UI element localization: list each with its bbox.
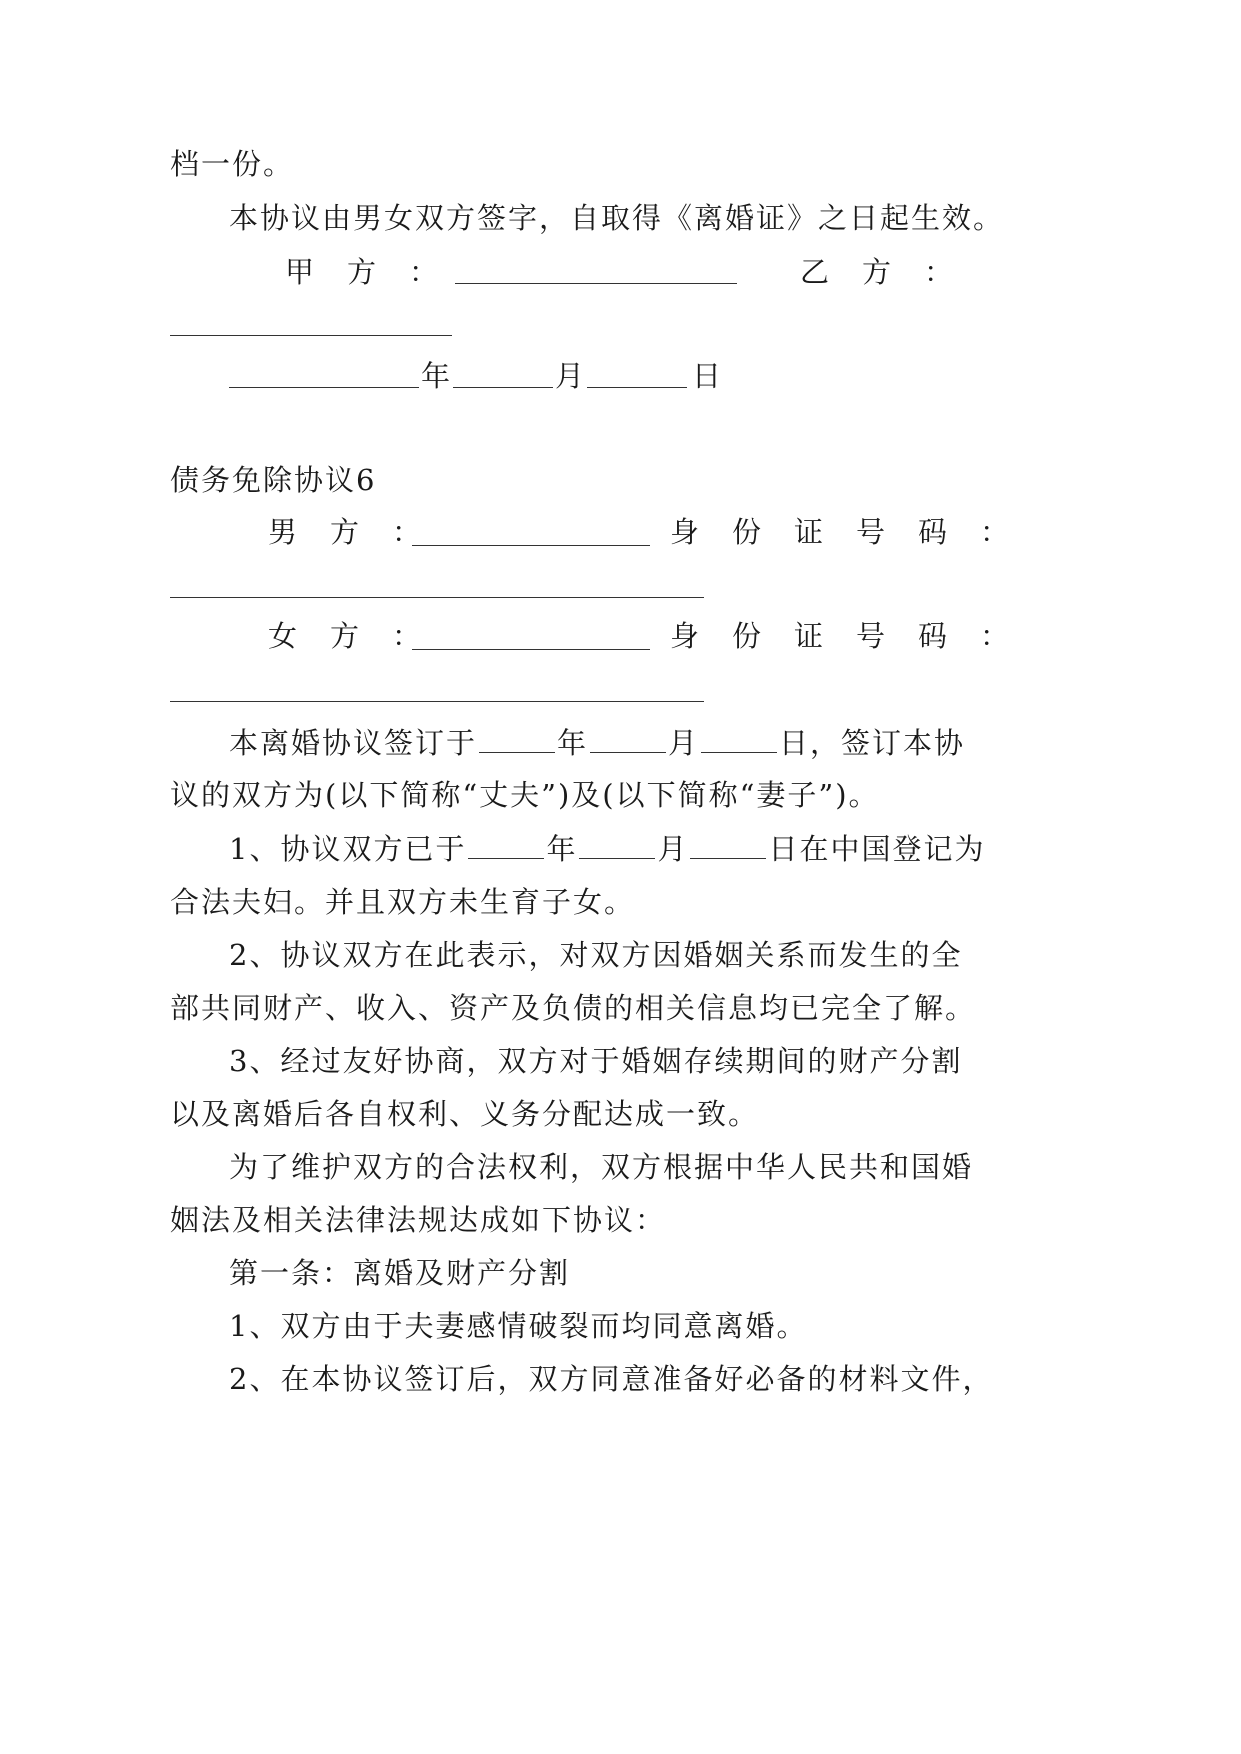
party-a-label: 甲 方 ： bbox=[285, 255, 441, 289]
month-blank bbox=[453, 387, 553, 388]
text-line: 本协议由男女双方签字，自取得《离婚证》之日起生效。 bbox=[229, 201, 1005, 235]
day-blank bbox=[701, 722, 777, 753]
text-fragment: 日在中国登记为 bbox=[768, 832, 986, 866]
text-line bbox=[229, 722, 965, 763]
female-name-blank bbox=[412, 649, 650, 650]
month-blank bbox=[579, 828, 655, 859]
text-line: 3、经过友好协商，双方对于婚姻存续期间的财产分割 bbox=[229, 1044, 963, 1078]
text-line: 为了维护双方的合法权利，双方根据中华人民共和国婚 bbox=[229, 1150, 974, 1184]
month-label: 月 bbox=[668, 726, 700, 760]
party-a-signature-blank bbox=[455, 283, 737, 284]
agreement-heading: 债务免除协议6 bbox=[170, 463, 377, 497]
text-line: 部共同财产、收入、资产及负债的相关信息均已完全了解。 bbox=[170, 991, 977, 1025]
text-line: 议的双方为(以下简称“丈夫”)及(以下简称“妻子”)。 bbox=[170, 778, 880, 812]
party-b-label: 乙 方 ： bbox=[800, 255, 956, 289]
text-line bbox=[229, 828, 986, 869]
month-label: 月 bbox=[657, 832, 689, 866]
text-line: 姻法及相关法律法规达成如下协议： bbox=[170, 1203, 667, 1237]
year-label: 年 bbox=[546, 832, 578, 866]
text-fragment: 本离婚协议签订于 bbox=[229, 726, 478, 760]
female-id-label: 身 份 证 号 码 ： bbox=[670, 619, 1012, 653]
day-blank bbox=[690, 828, 766, 859]
text-fragment: 1、协议双方已于 bbox=[229, 832, 467, 866]
year-blank bbox=[479, 722, 555, 753]
month-label: 月 bbox=[555, 359, 587, 393]
text-line: 2、在本协议签订后，双方同意准备好必备的材料文件， bbox=[229, 1362, 994, 1396]
male-id-label: 身 份 证 号 码 ： bbox=[670, 515, 1012, 549]
text-line: 2、协议双方在此表示，对双方因婚姻关系而发生的全 bbox=[229, 938, 963, 972]
text-line: 以及离婚后各自权利、义务分配达成一致。 bbox=[170, 1097, 760, 1131]
day-label: 日 bbox=[692, 359, 724, 393]
female-id-blank bbox=[170, 701, 704, 702]
year-blank bbox=[229, 387, 419, 388]
text-line: 1、双方由于夫妻感情破裂而均同意离婚。 bbox=[229, 1309, 808, 1343]
text-fragment: 日，签订本协 bbox=[779, 726, 966, 760]
male-name-blank bbox=[412, 545, 650, 546]
year-blank bbox=[468, 828, 544, 859]
article-heading: 第一条：离婚及财产分割 bbox=[229, 1256, 571, 1290]
male-id-blank bbox=[170, 597, 704, 598]
year-label: 年 bbox=[421, 359, 453, 393]
text-line: 合法夫妇。并且双方未生育子女。 bbox=[170, 885, 636, 919]
female-label: 女 方 ： bbox=[268, 619, 424, 653]
day-blank bbox=[587, 387, 687, 388]
text-line: 档一份。 bbox=[170, 147, 295, 181]
male-label: 男 方 ： bbox=[268, 515, 424, 549]
month-blank bbox=[590, 722, 666, 753]
year-label: 年 bbox=[557, 726, 589, 760]
party-b-signature-blank bbox=[170, 335, 452, 336]
